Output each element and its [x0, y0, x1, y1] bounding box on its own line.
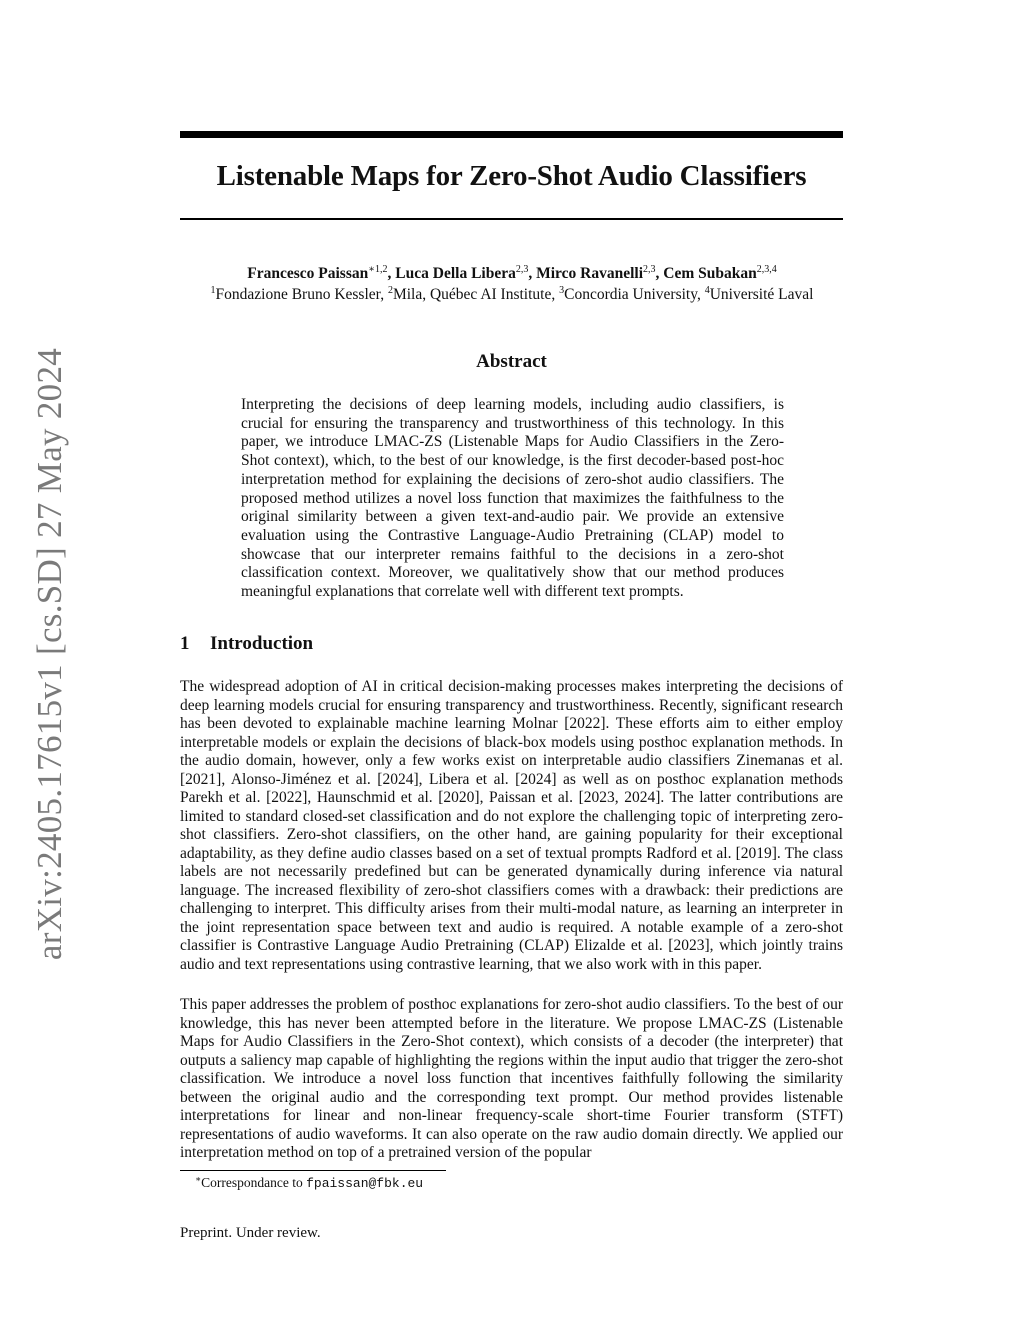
paper-title: Listenable Maps for Zero-Shot Audio Classifiers	[216, 160, 807, 192]
preprint-footer: Preprint. Under review.	[180, 1225, 321, 1241]
author: Cem Subakan$^{2,3,4}$	[663, 264, 777, 282]
arxiv-identifier[interactable]: arXiv:2405.17615v1 [cs.SD] 27 May 2024	[30, 347, 69, 961]
footnote-text: Correspondance to	[201, 1175, 307, 1190]
affiliation: $^1$Fondazione Bruno Kessler	[210, 285, 381, 303]
section-title: Introduction	[210, 633, 314, 654]
affiliation-list: $^1$Fondazione Bruno Kessler, $^2$Mila, Québec AI Institute, $^3$Concordia University, $^4$Université Laval	[210, 285, 814, 303]
author: Mirco Ravanelli$^{2,3}$	[536, 264, 656, 282]
footnote	[195, 1174, 423, 1192]
footnote-rule	[180, 1170, 446, 1171]
footnote-marker: ∗	[195, 1174, 202, 1184]
affiliation: $^3$Concordia University	[559, 285, 697, 303]
footnote-email-link[interactable]: fpaissan@fbk.eu	[306, 1176, 424, 1191]
section-heading	[180, 633, 313, 655]
title-bottom-rule	[180, 218, 843, 220]
author: Francesco Paissan$^{∗1,2}$	[247, 264, 388, 282]
abstract-text: Interpreting the decisions of deep learning models, including audio classifiers, is crucial for ensuring the transparency and trustworthiness of this technology. In this paper, we introduce LMAC-ZS (Listenable Maps for Audio Classifiers in the Zero-Shot context), which, to the best of our knowledge, is the first decoder-based post-hoc interpretation method for explaining the decisions of zero-shot audio classifiers. The proposed method utilizes a novel loss function that maximizes the faithfulness to the original similarity between a given text-and-audio pair. We provide an extensive evaluation using the Contrastive Language-Audio Pretraining (CLAP) model to showcase that our interpreter remains faithful to the decisions in a zero-shot classification context. Moreover, we qualitatively show that our method produces meaningful explanations that correlate well with different text prompts.	[241, 396, 784, 601]
author-list: Francesco Paissan$^{∗1,2}$, Luca Della Libera$^{2,3}$, Mirco Ravanelli$^{2,3}$, Cem Subakan$^{2,3,4}$	[247, 264, 777, 282]
title-top-rule	[180, 131, 843, 138]
author: Luca Della Libera$^{2,3}$	[395, 264, 529, 282]
abstract-heading: Abstract	[476, 351, 547, 372]
affiliation: $^2$Mila, Québec AI Institute	[387, 285, 552, 303]
affiliation: $^4$Université Laval	[704, 285, 814, 303]
intro-paragraph-1: The widespread adoption of AI in critical decision-making processes makes interpreting the decisions of deep learning models crucial for ensuring transparency and trustworthiness. Recently, significant research has been devoted to explainable machine learning Molnar [2022]. These efforts aim to either employ interpretable models or explain the decisions of black-box models using posthoc explanation methods. In the audio domain, however, only a few works exist on interpretable audio classifiers Zinemanas et al. [2021], Alonso-Jiménez et al. [2024], Libera et al. [2024] as well as on posthoc explanation methods Parekh et al. [2022], Haunschmid et al. [2020], Paissan et al. [2023, 2024]. The latter contributions are limited to standard closed-set classification and do not explore the challenging topic of interpreting zero-shot classifiers. Zero-shot classifiers, on the other hand, are gaining popularity for their exceptional adaptability, as they define audio classes based on a set of textual prompts Radford et al. [2019]. The class labels are not necessarily predefined but can be generated dynamically during inference via natural language. The increased flexibility of zero-shot classifiers comes with a drawback: their predictions are challenging to interpret. This difficulty arises from their multi-modal nature, as learning an interpreter in the joint representation space between text and audio is required. A notable example of a zero-shot classifier is Contrastive Language Audio Pretraining (CLAP) Elizalde et al. [2023], which jointly trains audio and text representations using contrastive learning, that we also work with in this paper.	[180, 678, 843, 973]
section-number: 1	[180, 633, 190, 654]
intro-paragraph-2: This paper addresses the problem of posthoc explanations for zero-shot audio classifiers. To the best of our knowledge, this has never been attempted before in the literature. We propose LMAC-ZS (Listenable Maps for Audio Classifiers in the Zero-Shot context), which consists of a decoder (the interpreter) that outputs a saliency map capable of highlighting the regions within the input audio that trigger the zero-shot classification. We introduce a novel loss function that incentives faithfully following the similarity between the original audio and the corresponding text prompt. Our method provides listenable interpretations for linear and non-linear frequency-scale short-time Fourier transform (STFT) representations of audio waveforms. It can also operate on the raw audio domain directly. We applied our interpretation method on top of a pretrained version of the popular	[180, 996, 843, 1161]
